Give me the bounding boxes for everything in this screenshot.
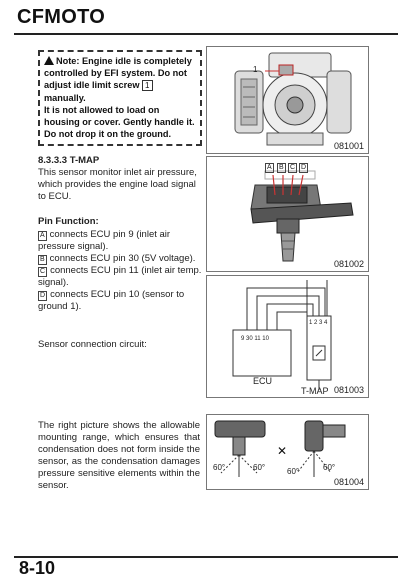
mounting-text: The right picture shows the allowable mounting range, which ensures that condensation does not form inside the sensor, as the condensation damages pressure sensitive elements within the sensor.: [38, 420, 200, 491]
figure-tmap-sensor: [206, 156, 369, 272]
circuit-label: Sensor connection circuit:: [38, 339, 147, 350]
pin-text: connects ECU pin 10 (sensor to ground 1).: [38, 289, 185, 312]
figure-number: 081004: [333, 477, 364, 487]
figure-throttle-body: [206, 46, 369, 154]
sensor-pin: 1: [309, 320, 313, 326]
header-divider: [14, 33, 398, 35]
ecu-label: ECU: [253, 376, 273, 386]
angle-label: 60°: [323, 463, 336, 472]
pin-letter: C: [40, 268, 46, 275]
tmap-sensor-illustration: [207, 157, 370, 273]
pin-text: connects ECU pin 9 (inlet air pressure signal).: [38, 229, 171, 252]
figure-sensor-circuit: [206, 275, 369, 398]
warning-icon: [44, 56, 54, 65]
pin-letter-d: D: [301, 164, 307, 171]
sensor-pin: 4: [324, 320, 328, 326]
pin-letter-b: B: [279, 164, 284, 171]
tmap-label: T-MAP: [301, 386, 329, 396]
sensor-pin: 2: [314, 320, 318, 326]
pin-item: [38, 265, 204, 289]
note-title-end: manually.: [44, 92, 86, 103]
pin-text: connects ECU pin 30 (5V voltage).: [49, 253, 196, 264]
throttle-body-illustration: [207, 47, 370, 155]
sensor-pin: 3: [319, 320, 323, 326]
svg-text:✕: ✕: [277, 444, 288, 458]
pin-letter-a: A: [267, 164, 272, 171]
pin-text: connects ECU pin 11 (inlet air temp. signal).: [38, 265, 202, 288]
figure-number: 081003: [333, 385, 364, 395]
ecu-pin: 10: [262, 336, 269, 342]
sensor-pin-numbers: [309, 320, 331, 327]
pin-letter: A: [40, 232, 45, 239]
figure-number: 081001: [333, 141, 364, 151]
note-body: It is not allowed to load on housing or cover. Gently handle it. Do not drop it on the ground.: [44, 104, 195, 140]
pin-function-title: Pin Function:: [38, 216, 99, 227]
note-title: Note: Engine idle is completely controlled by EFI system. Do not adjust idle limit screw: [44, 56, 192, 91]
angle-label: 60°: [287, 467, 300, 476]
figure-number: 081002: [333, 259, 364, 269]
figure-mounting-range: [206, 414, 369, 490]
pin-item: [38, 229, 204, 253]
pin-letter: B: [40, 256, 45, 263]
angle-label: 60°: [253, 463, 266, 472]
callout-screw: 1: [253, 65, 258, 74]
pin-item: [38, 289, 204, 313]
section-text: This sensor monitor inlet air pressure, which provides the engine load signal to ECU.: [38, 167, 197, 202]
screw-number: 1: [142, 80, 152, 91]
ecu-pin: 30: [246, 336, 253, 342]
pin-letter-c: C: [290, 164, 296, 171]
section-title: 8.3.3.3 T-MAP: [38, 155, 100, 166]
brand-logo: CFMOTO: [17, 6, 106, 28]
footer-divider: [14, 556, 398, 558]
ecu-pin-numbers: [241, 336, 289, 343]
pin-letter: D: [40, 292, 46, 299]
pin-item: [38, 253, 204, 265]
pin-function-list: [38, 229, 204, 313]
page-number: 8-10: [19, 558, 56, 578]
ecu-pin: 9: [241, 336, 245, 342]
ecu-pin: 11: [254, 336, 261, 342]
warning-note: [38, 50, 202, 146]
angle-label: 60°: [213, 463, 226, 472]
